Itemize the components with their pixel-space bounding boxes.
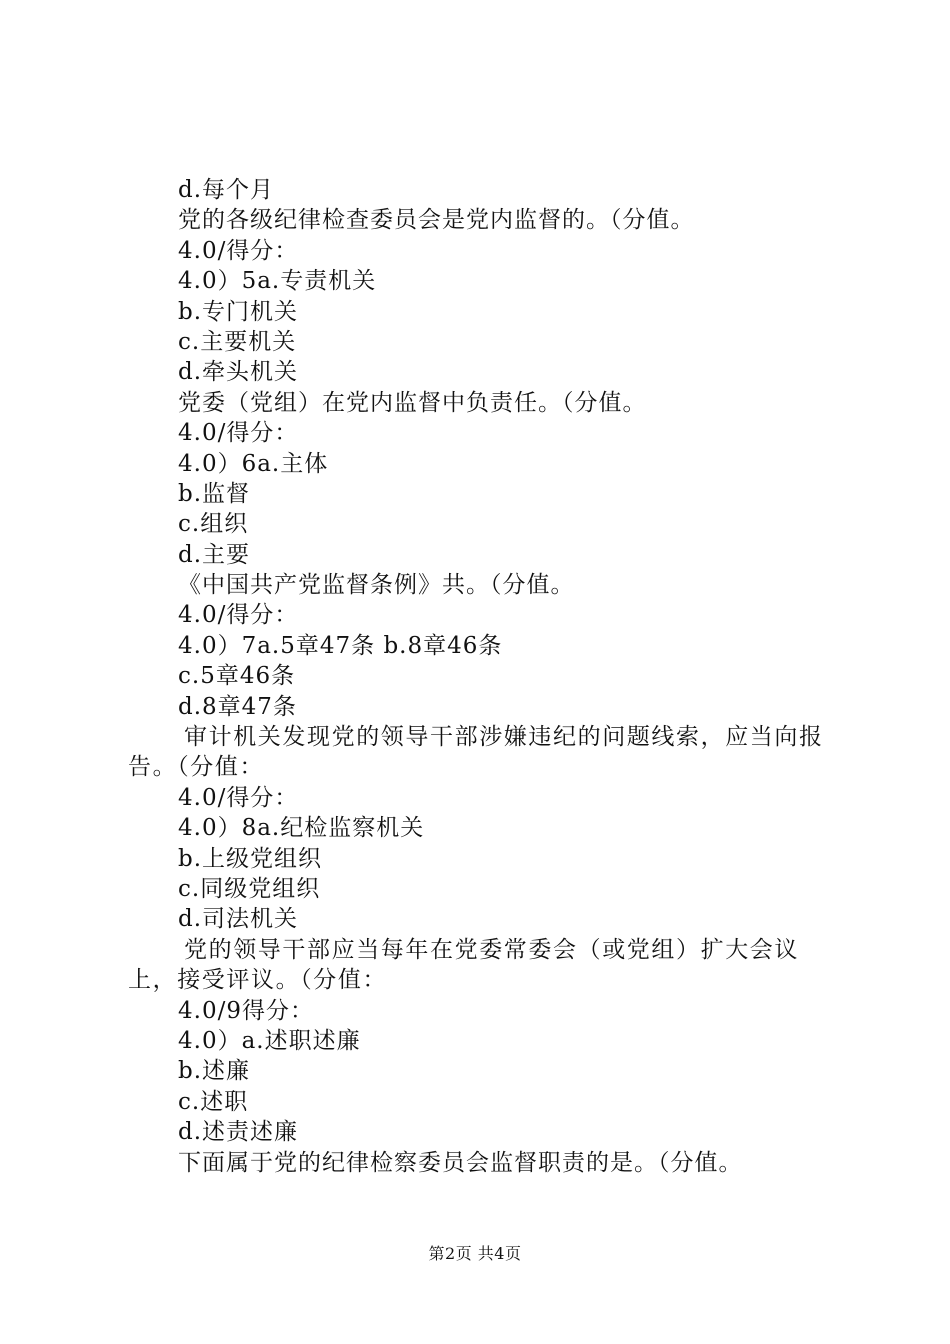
question-8-text: 审计机关发现党的领导干部涉嫌违纪的问题线索，应当向报告。（分值： [128,724,824,781]
option-c: c.主要机关 [178,328,297,355]
question-10-text: 下面属于党的纪律检察委员会监督职责的是。（分值。 [178,1149,743,1176]
option-c: c.5章46条 [178,663,296,690]
score-line: 4.0/得分： [178,784,299,811]
option-d: d.牵头机关 [178,359,299,386]
document-body [128,175,838,1178]
option-a-b: 4.0）7a.5章47条 b.8章46条 [178,632,503,659]
option-b: b.专门机关 [178,298,299,325]
option-d: d.每个月 [178,177,275,203]
option-a: 4.0）6a.主体 [178,450,329,477]
score-line: 4.0/9得分： [178,997,314,1024]
option-d: d.司法机关 [178,906,299,933]
question-6-text: 党委（党组）在党内监督中负责任。（分值。 [178,389,647,416]
option-c: c.组织 [178,511,249,538]
score-line: 4.0/得分： [178,420,299,447]
question-7-text: 《中国共产党监督条例》共。（分值。 [178,572,575,599]
question-5-text: 党的各级纪律检查委员会是党内监督的。（分值。 [178,207,695,234]
option-d: d.主要 [178,541,251,568]
score-line: 4.0/得分： [178,602,299,629]
option-c: c.述职 [178,1088,249,1115]
question-9-text: 党的领导干部应当每年在党委常委会（或党组）扩大会议上，接受评议。（分值： [128,936,799,994]
option-a: 4.0）8a.纪检监察机关 [178,815,425,842]
score-line: 4.0/得分： [178,237,299,264]
option-d: d.8章47条 [178,693,297,720]
page-footer: 第2页 共4页 [428,1244,522,1263]
option-b: b.述廉 [178,1058,251,1085]
option-c: c.同级党组织 [178,876,321,903]
option-d: d.述责述廉 [178,1119,299,1146]
option-b: b.上级党组织 [178,845,323,872]
option-a: 4.0）5a.专责机关 [178,268,377,295]
option-a: 4.0）a.述职述廉 [178,1028,361,1054]
option-b: b.监督 [178,480,251,507]
